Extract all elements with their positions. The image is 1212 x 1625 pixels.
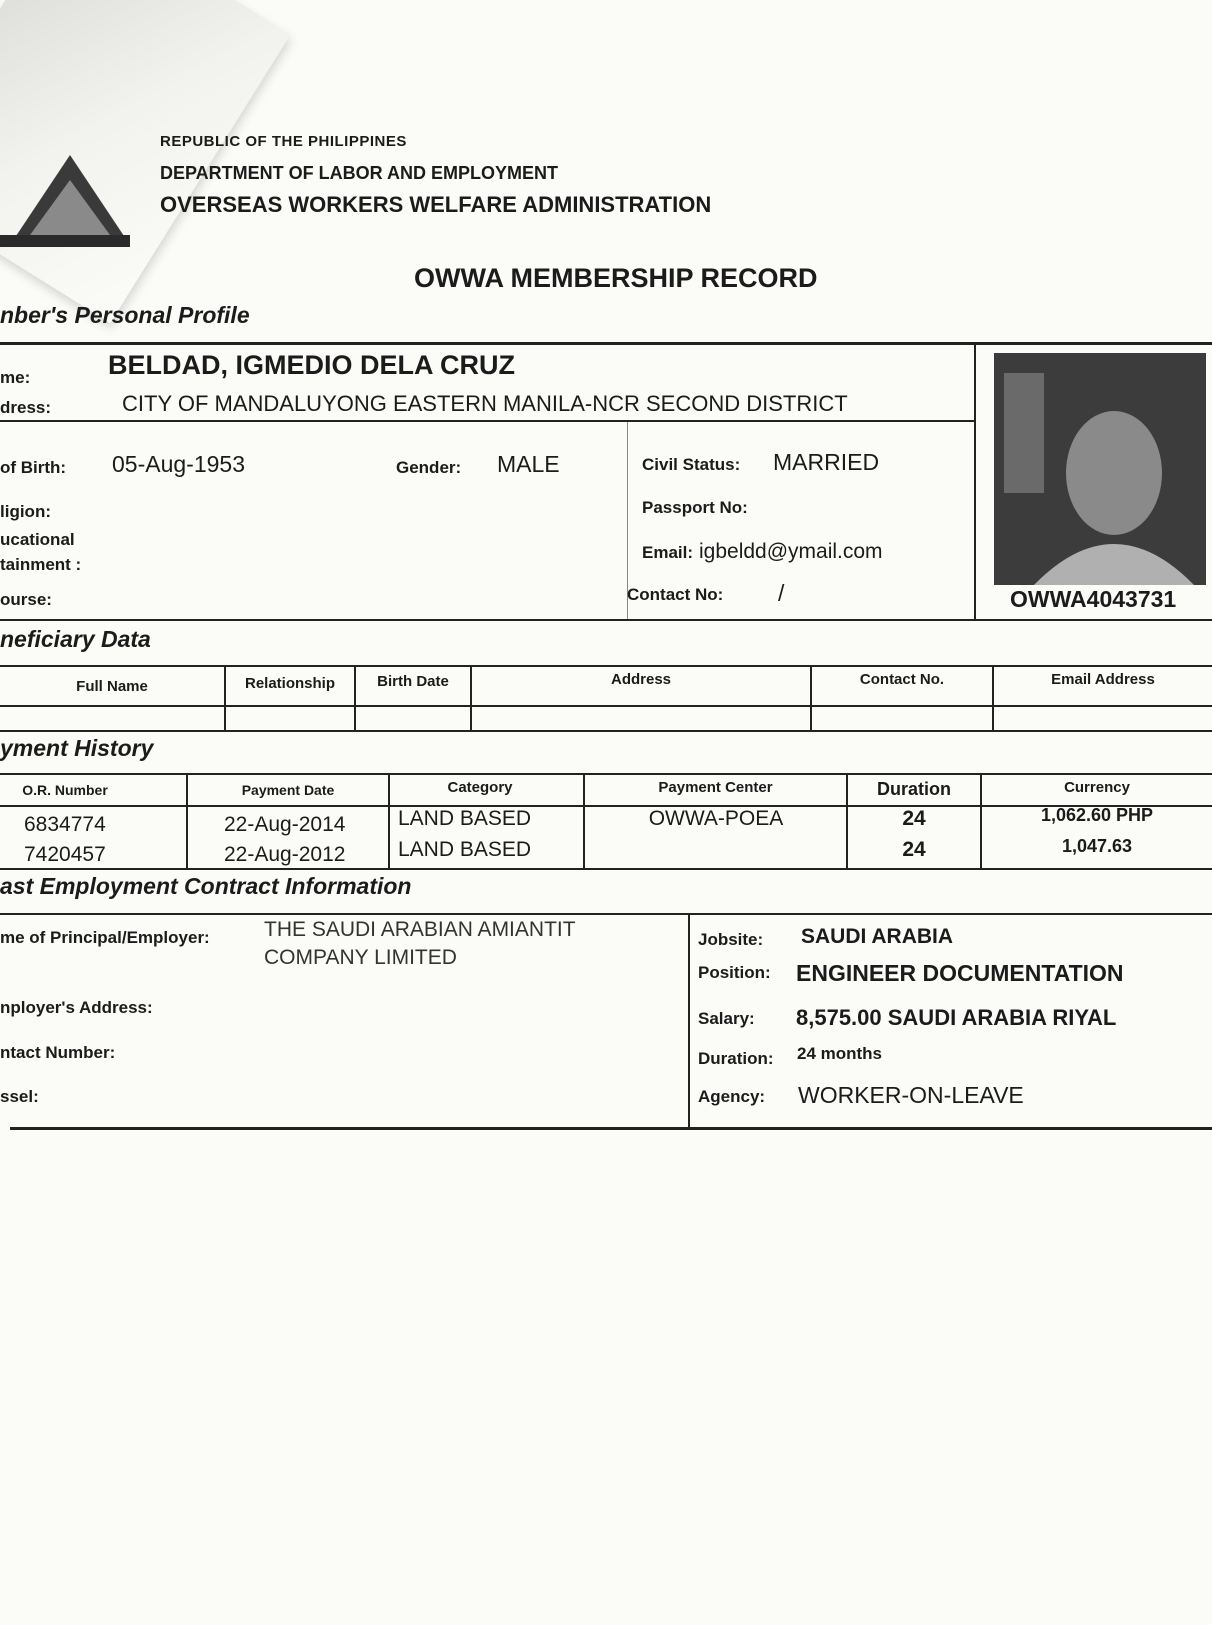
- address-label: dress:: [0, 398, 52, 417]
- employer-label: me of Principal/Employer:: [0, 928, 210, 947]
- section-payment-history: yment History: [0, 735, 154, 761]
- payment-col-duration: Duration: [877, 779, 951, 799]
- payment-row-2-or: 7420457: [24, 843, 106, 866]
- employer-contact-label: ntact Number:: [0, 1043, 116, 1062]
- salary-label: Salary:: [698, 1009, 755, 1028]
- dob-label: of Birth:: [0, 458, 67, 477]
- civil-status-label: Civil Status:: [642, 455, 741, 474]
- payment-row-1-center: OWWA-POEA: [648, 807, 784, 830]
- payment-row-2-duration: 24: [902, 838, 926, 861]
- name-label: me:: [0, 368, 31, 387]
- member-civil-status: MARRIED: [773, 449, 880, 475]
- member-name: BELDAD, IGMEDIO DELA CRUZ: [108, 350, 515, 380]
- payment-row-1-category: LAND BASED: [398, 807, 532, 830]
- email-label: Email:: [642, 543, 694, 562]
- member-contact: /: [778, 580, 785, 606]
- document-title: OWWA MEMBERSHIP RECORD: [414, 263, 818, 293]
- education-label: ucational: [0, 530, 75, 549]
- employer-name-line2: COMPANY LIMITED: [264, 946, 457, 969]
- beneficiary-col-relationship: Relationship: [244, 675, 335, 692]
- contact-label: Contact No:: [627, 585, 724, 604]
- agency-value: WORKER-ON-LEAVE: [798, 1082, 1024, 1108]
- payment-row-2-date: 22-Aug-2012: [224, 843, 346, 866]
- beneficiary-col-address: Address: [610, 671, 672, 688]
- jobsite-label: Jobsite:: [698, 930, 764, 949]
- payment-col-or-number: O.R. Number: [22, 782, 108, 798]
- section-beneficiary: neficiary Data: [0, 626, 151, 652]
- payment-col-center: Payment Center: [658, 779, 773, 796]
- beneficiary-col-contact: Contact No.: [859, 671, 945, 688]
- header-republic: REPUBLIC OF THE PHILIPPINES: [160, 133, 407, 150]
- section-personal-profile: nber's Personal Profile: [0, 302, 250, 328]
- duration-label: Duration:: [698, 1049, 774, 1068]
- member-email: igbeldd@ymail.com: [699, 540, 883, 563]
- position-label: Position:: [698, 963, 771, 982]
- payment-col-category: Category: [447, 779, 513, 796]
- attainment-label: tainment :: [0, 555, 82, 574]
- member-dob: 05-Aug-1953: [112, 451, 245, 477]
- payment-row-1-duration: 24: [902, 807, 926, 830]
- payment-row-1-or: 6834774: [24, 813, 106, 836]
- position-value: ENGINEER DOCUMENTATION: [796, 960, 1124, 986]
- employer-address-label: nployer's Address:: [0, 998, 153, 1017]
- salary-value: 8,575.00 SAUDI ARABIA RIYAL: [796, 1005, 1117, 1030]
- payment-row-2-category: LAND BASED: [398, 838, 532, 861]
- owwa-logo: [0, 135, 135, 250]
- payment-row-1-currency: 1,062.60 PHP: [1040, 805, 1154, 825]
- member-address: CITY OF MANDALUYONG EASTERN MANILA-NCR SECOND DISTRICT: [122, 391, 848, 416]
- member-gender: MALE: [497, 451, 560, 477]
- jobsite-value: SAUDI ARABIA: [801, 925, 954, 948]
- beneficiary-col-email: Email Address: [1051, 671, 1155, 688]
- vessel-label: ssel:: [0, 1087, 39, 1106]
- gender-label: Gender:: [396, 458, 462, 477]
- header-department: DEPARTMENT OF LABOR AND EMPLOYMENT: [160, 163, 558, 183]
- section-contract: ast Employment Contract Information: [0, 873, 412, 899]
- beneficiary-col-birth-date: Birth Date: [377, 673, 449, 690]
- course-label: ourse:: [0, 590, 52, 609]
- duration-value: 24 months: [797, 1044, 883, 1063]
- payment-row-2-currency: 1,047.63: [1061, 836, 1133, 856]
- payment-row-1-date: 22-Aug-2014: [224, 813, 346, 836]
- beneficiary-col-full-name: Full Name: [76, 678, 148, 695]
- employer-name-line1: THE SAUDI ARABIAN AMIANTIT: [264, 918, 576, 941]
- religion-label: ligion:: [0, 502, 51, 521]
- payment-col-date: Payment Date: [241, 782, 335, 798]
- agency-label: Agency:: [698, 1087, 766, 1106]
- passport-label: Passport No:: [642, 498, 748, 517]
- header-agency: OVERSEAS WORKERS WELFARE ADMINISTRATION: [160, 192, 712, 217]
- member-id: OWWA4043731: [1010, 586, 1177, 612]
- member-photo: [994, 353, 1206, 585]
- payment-col-currency: Currency: [1064, 779, 1130, 796]
